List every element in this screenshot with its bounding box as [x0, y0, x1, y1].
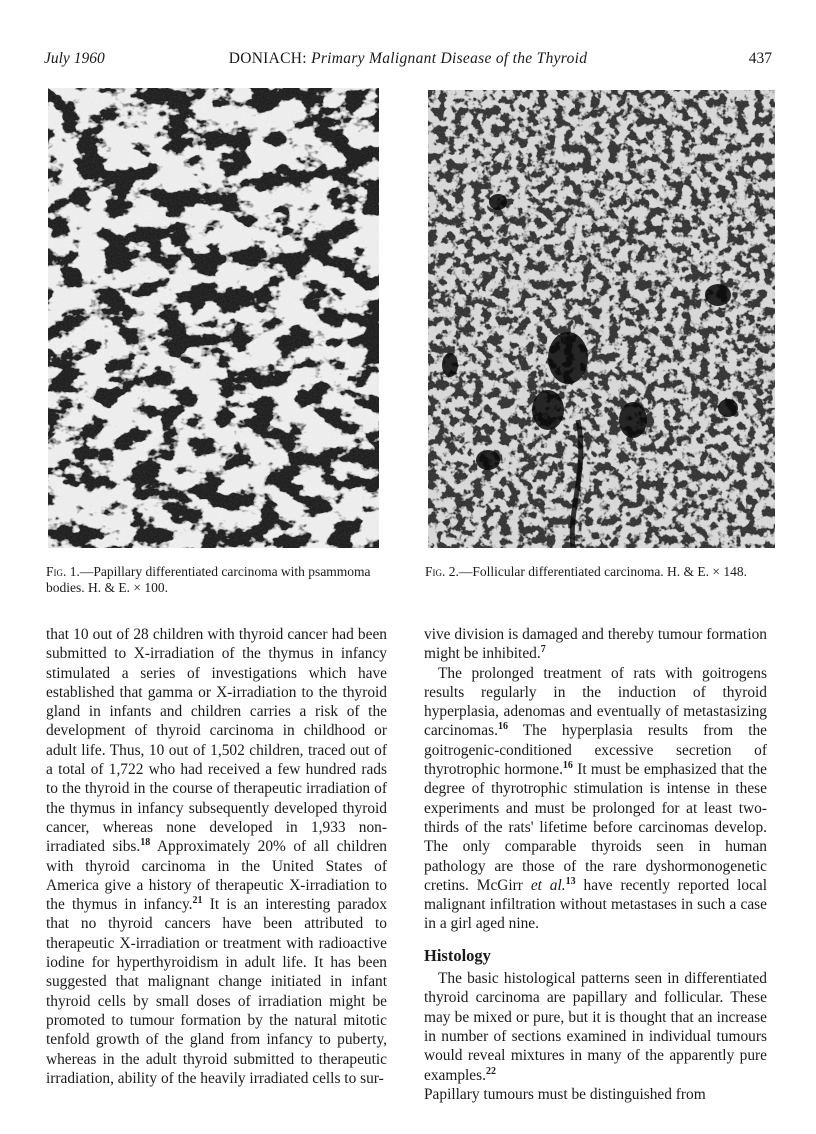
figure-1-label: Fig. 1. [46, 564, 80, 579]
et-al: et al. [530, 876, 566, 894]
header-author: DONIACH [228, 50, 303, 67]
left-paragraph-1 [46, 625, 387, 1088]
right-column [424, 625, 767, 1104]
right-paragraph-4: Papillary tumours must be distinguished from [424, 1085, 706, 1103]
page-number: 437 [748, 50, 772, 67]
figure-1-caption [46, 564, 386, 596]
reference-22: 22 [485, 1065, 496, 1077]
reference-16a: 16 [497, 721, 508, 733]
follicular-micrograph-image [428, 90, 775, 548]
right-text-2c: It must be emphasized that the degree of thyrotrophic stimulation is intense in these experiments and must be prolonged for at least two-thirds of the rats' lifetime before carcinomas develop. The only comparable thyroids seen in human pathology are those of the rare dyshormonogenetic cretins. McGirr [424, 761, 767, 894]
right-text-2a: The prolonged treatment of rats with goitrogens results regularly in the induction of thyroid hyperplasia, adenomas and eventually of metastasizing carcinomas. [424, 664, 767, 740]
right-text-1a: vive division is damaged and thereby tumour formation might be inhibited. [424, 626, 767, 663]
right-paragraph-2 [424, 664, 767, 934]
figure-2-micrograph [428, 90, 775, 548]
figure-1-micrograph [48, 88, 379, 548]
header-title [44, 50, 772, 68]
running-header [44, 50, 772, 72]
right-paragraph-1 [424, 625, 767, 664]
figure-2-caption-text: —Follicular differentiated carcinoma. H. & E. × 148. [458, 564, 748, 579]
right-text-2d: have recently reported local malignant infiltration without metastases in such a case in a girl aged nine. [424, 876, 767, 933]
right-text-3a: The basic histological patterns seen in differentiated thyroid carcinoma are papillary and follicular. These may be mixed or pure, but it is thought that an increase in number of sections examined in individual tumours would reveal mixtures in many of the apparently pure examples. [424, 970, 767, 1084]
reference-21: 21 [192, 895, 203, 907]
reference-13: 13 [565, 875, 576, 887]
figure-2-caption [425, 564, 775, 580]
papillary-micrograph-image [48, 88, 379, 548]
section-heading-histology: Histology [424, 945, 491, 965]
left-text-a: that 10 out of 28 children with thyroid cancer had been submitted to X-irradiation of the thymus in infancy stimulated a series of investigations which have established that gamma or X-irradiation to the thyroid gland in infants and children carries a risk of the development of thyroid carcinoma in childhood or adult life. Thus, 10 out of 1,502 children, traced out of a total of 1,722 who had received a few hundred rads to the thyroid in the course of therapeutic irradiation of the thymus in infancy subsequently developed thyroid cancer, whereas none developed in 1,933 non-irradiated sibs. [46, 626, 387, 856]
left-text-c: It is an interesting paradox that no thyroid cancers have been attributed to therapeutic X-irradiation or treatment with radioactive iodine for hyperthyroidism in adult life. It has been suggested that malignant change initiated in infant thyroid cells by small doses of irradiation might be promoted to tumour formation by the natural mitotic tenfold growth of the gland from infancy to puberty, whereas in the adult thyroid submitted to therapeutic irradiation, ability of the heavily irradiated cells to sur- [46, 896, 388, 1087]
figure-2-label: Fig. 2. [425, 564, 459, 579]
left-column [46, 625, 387, 1088]
right-text-2b: The hyperplasia results from the goitrogenic-conditioned excessive secretion of thyrotrophic hormone. [424, 722, 767, 779]
figure-1-caption-text: —Papillary differentiated carcinoma with psammoma bodies. H. & E. × 100. [46, 564, 371, 595]
left-text-b: Approximately 20% of all children with thyroid carcinoma in the United States of America give a history of therapeutic X-irradiation to the thymus in infancy. [46, 838, 387, 914]
right-paragraph-3 [424, 969, 767, 1085]
reference-16b: 16 [562, 759, 573, 771]
header-date: July 1960 [44, 50, 105, 67]
header-title-separator: : [302, 50, 312, 67]
reference-7: 7 [540, 644, 546, 656]
reference-18: 18 [140, 837, 151, 849]
header-article-title: Primary Malignant Disease of the Thyroid [311, 50, 588, 67]
